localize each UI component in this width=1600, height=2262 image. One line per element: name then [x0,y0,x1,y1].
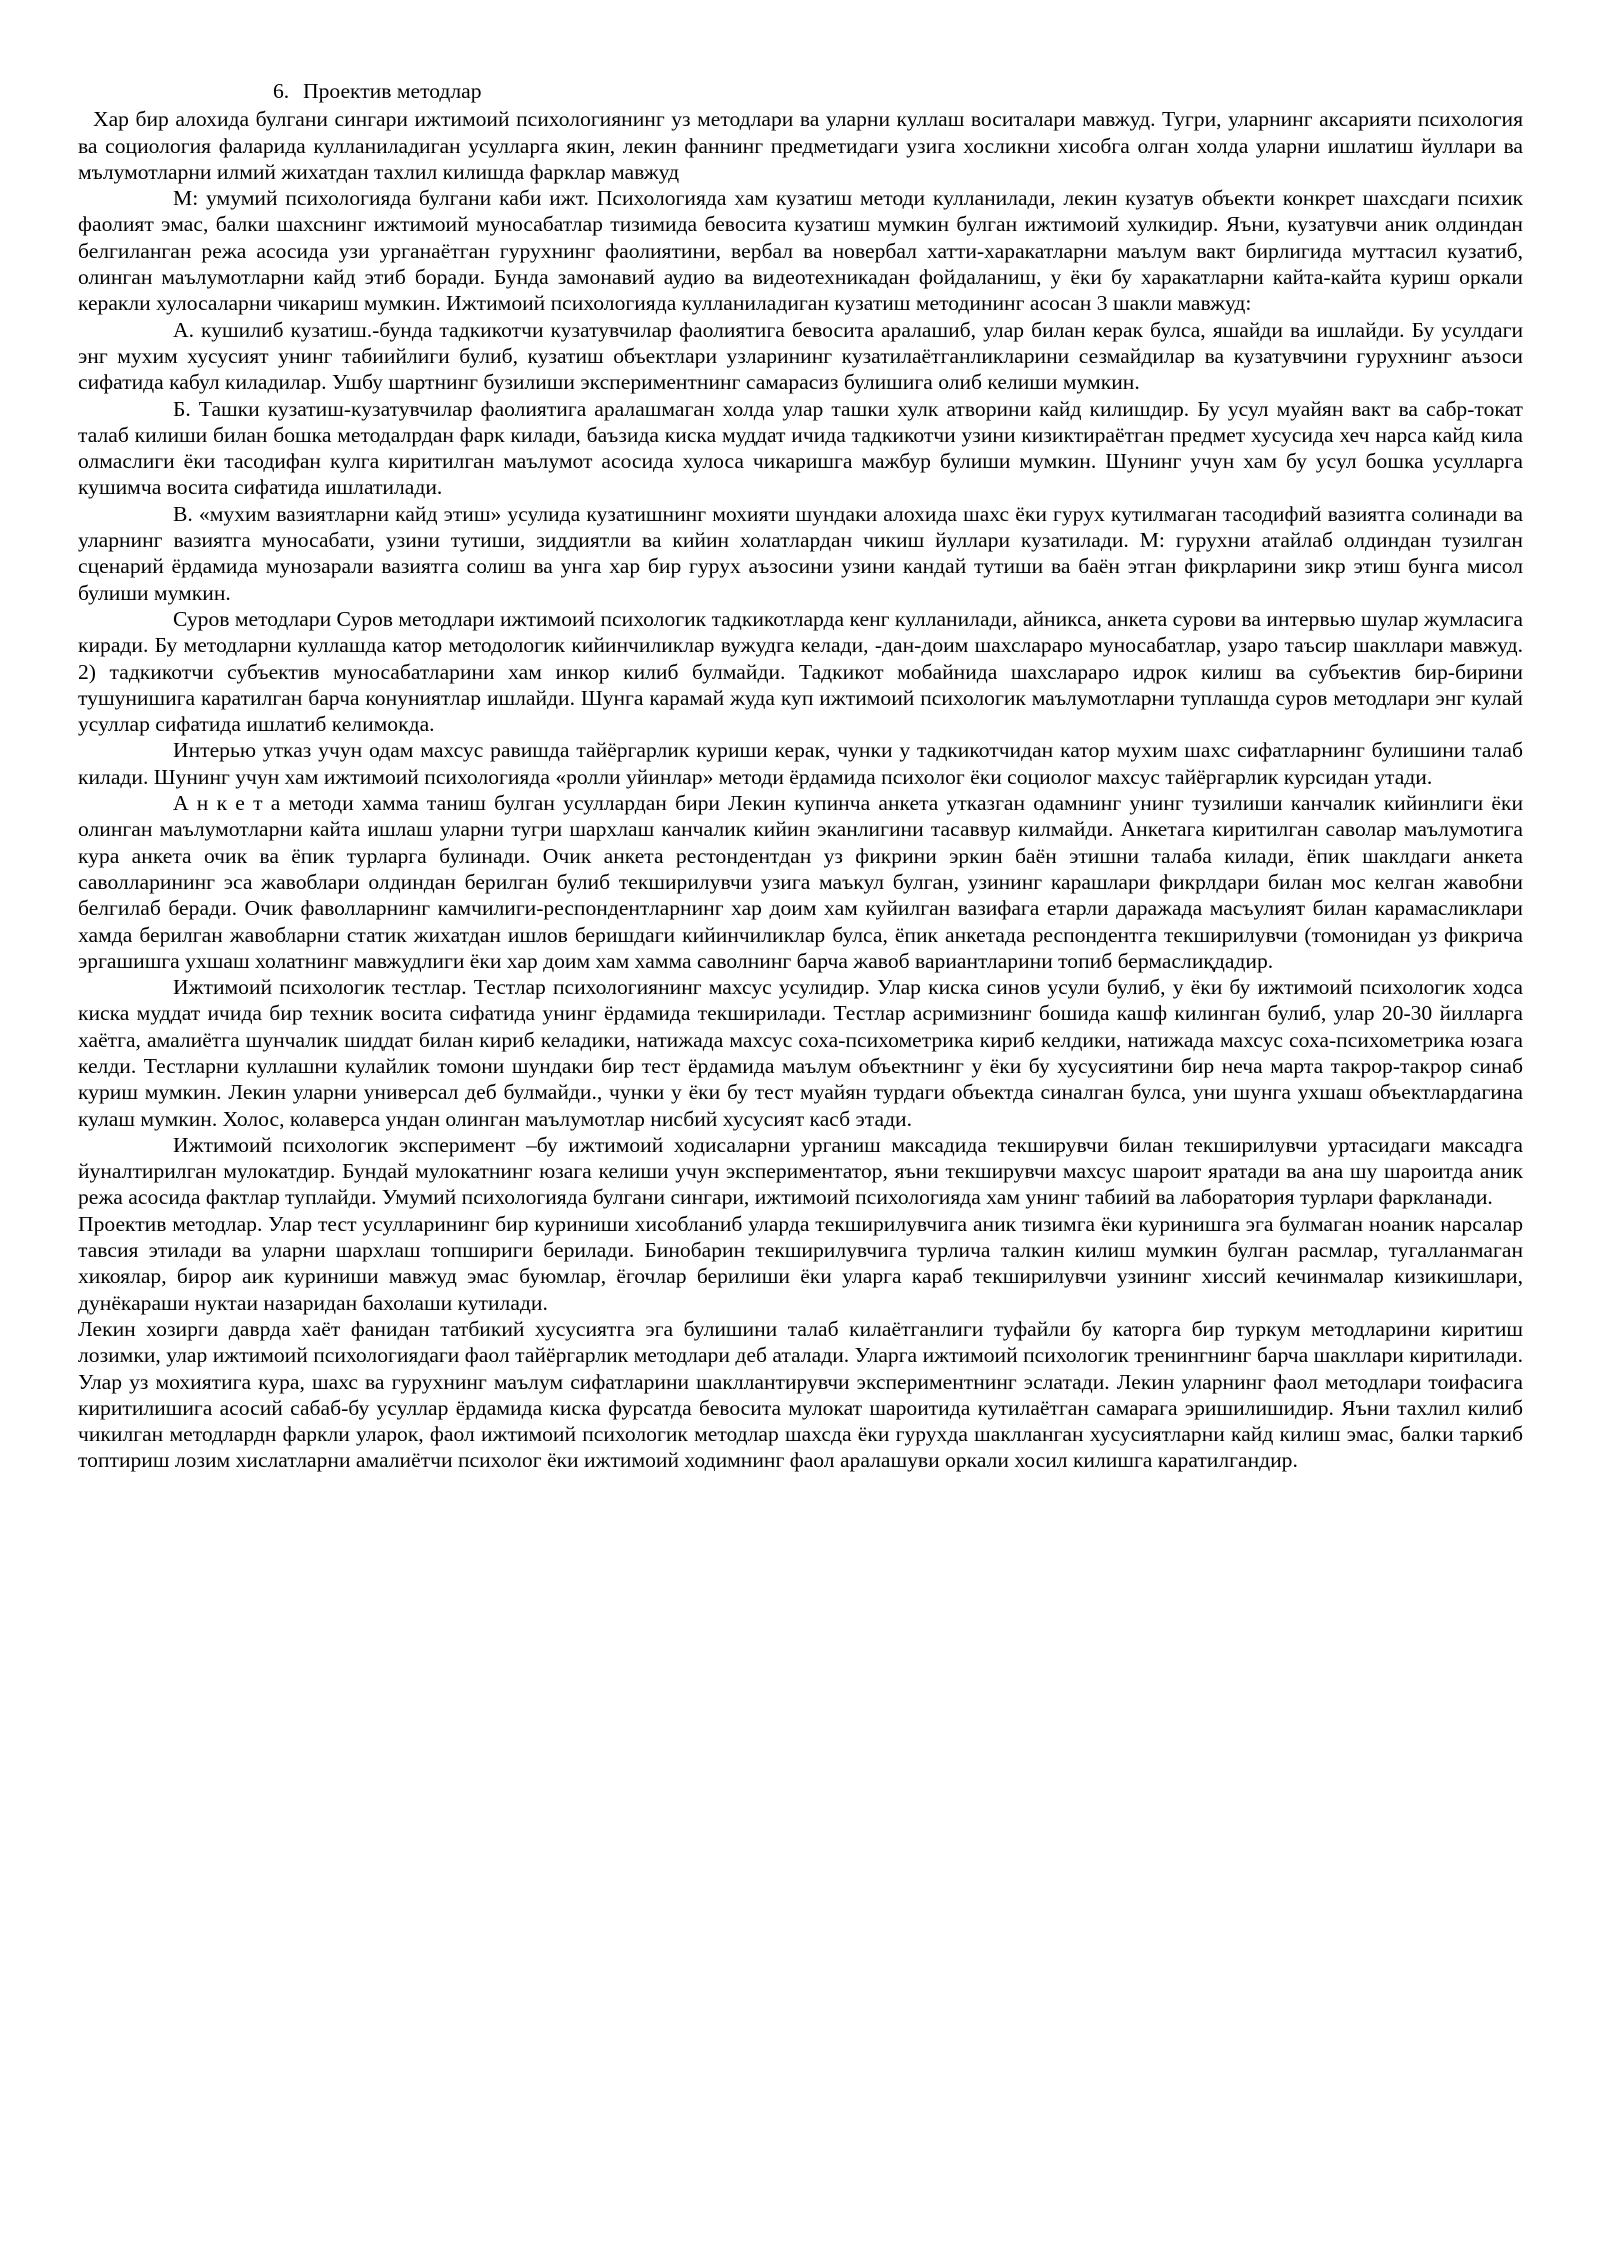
paragraph-survey-methods: Суров методлари Суров методлари ижтимоий психологик тадкикотларда кенг кулланилади, айникса, анкета сурови ва интервью шулар жумласига киради. Бу методларни куллашда катор методологик кийинчиликлар вужудга келади, -дан-доим шахслараро муносабатлар, узаро таъсир шакллари мавжуд. 2) тадкикотчи субъектив муносабатларини хам инкор килиб булмайди. Тадкикот мобайнида шахслараро идрок килиш ва субъектив бир-бирини тушунишига каратилган барча конуниятлар ишлайди. Шунга карамай жуда куп ижтимоий психологик маълумотларни туплашда суров методлари энг кулай усуллар сифатида ишлатиб келимокда. [78,606,1523,737]
section-title: Проектив методлар [303,79,482,103]
paragraph-interview: Интерью утказ учун одам махсус равишда тайёргарлик куриши керак, чунки у тадкикотчидан катор мухим шахс сифатларнинг булишини талаб килади. Шунинг учун хам ижтимоий психологияда «ролли уйинлар» методи ёрдамида психолог ёки социолог махсус тайёргарлик курсидан утади. [78,738,1523,789]
paragraph-experiment: Ижтимоий психологик эксперимент –бу ижтимоий ходисаларни урганиш максадида текширувчи билан текширилувчи уртасидаги максадга йуналтирилган мулокатдир. Бундай мулокатнинг юзага келиши учун экспериментатор, яъни текширувчи махсус шароит яратади ва ана шу шароитда аник режа асосида фактлар туплайди. Умумий психологияда булгани сингари, ижтимоий психологияда хам унинг табиий ва лаборатория турлари фаркланади. [78,1132,1523,1210]
paragraph-tests: Ижтимоий психологик тестлар. Тестлар психологиянинг махсус усулидир. Улар киска синов усули булиб, у ёки бу ижтимоий психологик ходса киска муддат ичида бир техник восита сифатида унинг ёрдамида текширилади. Тестлар асримизнинг бошида кашф килинган булиб, улар 20-30 йилларга хаётга, амалиётга шунчалик шиддат билан кириб келадики, натижада махсус соха-психометрика кириб келдики, натижада махсус соха-психометрика юзага келди. Тестларни куллашни кулайлик томони шундаки бир тест ёрдамида маълум объектнинг у ёки бу хусусиятини бир неча марта такрор-такрор синаб куриш мумкин. Лекин уларни универсал деб булмайди., чунки у ёки бу тест муайян турдаги объектда синалган булса, уни шунга ухшаш объектлардагина кулаш мумкин. Холос, колаверса ундан олинган маълумотлар нисбий хусусият касб этади. [78,975,1523,1131]
paragraph-participant-observation: А. кушилиб кузатиш.-бунда тадкикотчи кузатувчилар фаолиятига бевосита аралашиб, улар билан керак булса, яшайди ва ишлайди. Бу усулдаги энг мухим хусусият унинг табиийлиги булиб, кузатиш объектлари узларининг кузатилаётганликларини сезмайдилар ва кузатувчини гурухнинг аъзоси сифатида кабул киладилар. Ушбу шартнинг бузилиши экспериментнинг самарасиз булишига олиб келиши мумкин. [78,317,1523,395]
paragraph-active-methods: Лекин хозирги даврда хаёт фанидан татбикий хусусиятга эга булишини талаб килаётганлиги туфайли бу каторга бир туркум методларини киритиш лозимки, улар ижтимоий психологиядаги фаол тайёргарлик методлари деб аталади. Уларга ижтимоий психологик тренингнинг барча шакллари киритилади. Улар уз мохиятига кура, шахс ва гурухнинг маълум сифатларини шакллантирувчи экспериментнинг эслатади. Лекин уларнинг фаол методлари тоифасига киритилишига асосий сабаб-бу усуллар ёрдамида киска фурсатда бевосита мулокат шароитида кутилаётган самарага эришилишидир. Яъни тахлил килиб чикилган методлардн фаркли уларок, фаол ижтимоий психологик методлар шахсда ёки гурухда шаклланган хусусиятларни кайд килиш эмас, балки таркиб топтириш лозим хислатларни амалиётчи психолог ёки ижтимоий ходимнинг фаол аралашуви оркали хосил килишга каратилгандир. [78,1316,1523,1473]
paragraph-critical-situations: В. «мухим вазиятларни кайд этиш» усулида кузатишнинг мохияти шундаки алохида шахс ёки гурух кутилмаган тасодифий вазиятга солинади ва уларнинг вазиятга муносабати, узини тутиши, зиддиятли ва кийин холатлардан чикиш йуллари кузатилади. М: гурухни атайлаб олдиндан тузилган сценарий ёрдамида мунозарали вазиятга солиш ва унга хар бир гурух аъзосини узини кандай тутиши ва баён этган фикрларини зикр этиш бунга мисол булиши мумкин. [78,501,1523,605]
section-number: 6. [273,79,290,103]
paragraph-external-observation: Б. Ташки кузатиш-кузатувчилар фаолиятига аралашмаган холда улар ташки хулк атворини кайд килишдир. Бу усул муайян вакт ва сабр-токат талаб килиши билан бошка методалрдан фарк килади, баъзида киска муддат ичида тадкикотчи узини кизиктираётган предмет хусусида хеч нарса кайд кила олмаслиги ёки тасодифан кулга киритилган маълумот асосида хулоса чикаришга мажбур булиши мумкин. Шунинг учун хам бу усул бошка усулларга кушимча восита сифатида ишлатилади. [78,396,1523,500]
paragraph-observation: М: умумий психологияда булгани каби ижт. Психологияда хам кузатиш методи кулланилади, лекин кузатув объекти конкрет шахсдаги психик фаолият эмас, балки шахснинг ижтимоий муносабатлар тизимида бевосита кузатиш мумкин булган ижтимоий хулкидир. Яъни, кузатувчи аник олдиндан белгиланган режа асосида узи урганаётган гурухнинг фаолиятини, вербал ва новербал хатти-харакатларни маълум вакт бирлигида муттасил кузатиб, олинган маълумотларни кайд этиб боради. Бунда замонавий аудио ва видеотехникадан фойдаланиш, у ёки бу харакатларни кайта-кайта куриш оркали керакли хулосаларни чикариш мумкин. Ижтимоий психологияда кулланиладиган кузатиш методининг асосан 3 шакли мавжуд: [78,186,1523,316]
paragraph-questionnaire: А н к е т а методи хамма таниш булган усуллардан бири Лекин купинча анкета утказган одамнинг унинг тузилиши канчалик кийинлиги ёки олинган маълумотларни кайта ишлаш уларни тугри шархлаш канчалик кийин эканлигини тасаввур килмайди. Анкетага киритилган саволар маълумотига кура анкета очик ва ёпик турларга булинади. Очик анкета рестондентдан уз фикрини эркин баён этишни талаба килади, ёпик шаклдаги анкета саволларининг эса жавоблари олдиндан берилган булиб текширилувчи узига маъкул булган, узининг карашлари фикрлдари билан мос келган жавобни белгилаб беради. Очик фаволларнинг камчилиги-респондентларнинг хар доим хам куйилган вазифага етарли даражада масъулият билан карамасликлари хамда берилган жавобларни статик жихатдан ишлов беришдаги кийинчиликлар булса, ёпик анкетада респондентга текширилувчи (томонидан уз фикрича эргашишга ухшаш холатнинг мавжудлиги ёки хар доим хам хамма саволнинг барча жавоб вариантларини топиб бермаслиқдадир. [78,791,1523,973]
document-page [78,78,1523,1474]
section-heading [78,78,1523,104]
paragraph-projective-methods: Проектив методлар. Улар тест усулларининг бир куриниши хисобланиб уларда текширилувчига аник тизимга ёки куринишга эга булмаган ноаник нарсалар тавсия этилади ва уларни шархлаш топшириги берилади. Бинобарин текширилувчига турлича талкин килиш мумкин булган расмлар, тугалланмаган хикоялар, бирор аик куриниши мавжуд эмас буюмлар, ёгочлар берилиши ёки уларга караб текширилувчи узининг хиссий кечинмалар кизикишлари, дунёкараши нуктаи назаридан бахолаши кутилади. [78,1211,1523,1315]
paragraph-intro: Хар бир алохида булгани сингари ижтимоий психологиянинг уз методлари ва уларни куллаш воситалари мавжуд. Тугри, уларнинг аксарияти психология ва социология фаларида кулланиладиган усулларга якин, лекин фаннинг предметидаги узига хосликни хисобга олган холда уларни ишлатиш йуллари ва мълумотларни илмий жихатдан тахлил килишда фарклар мавжуд [78,107,1523,184]
